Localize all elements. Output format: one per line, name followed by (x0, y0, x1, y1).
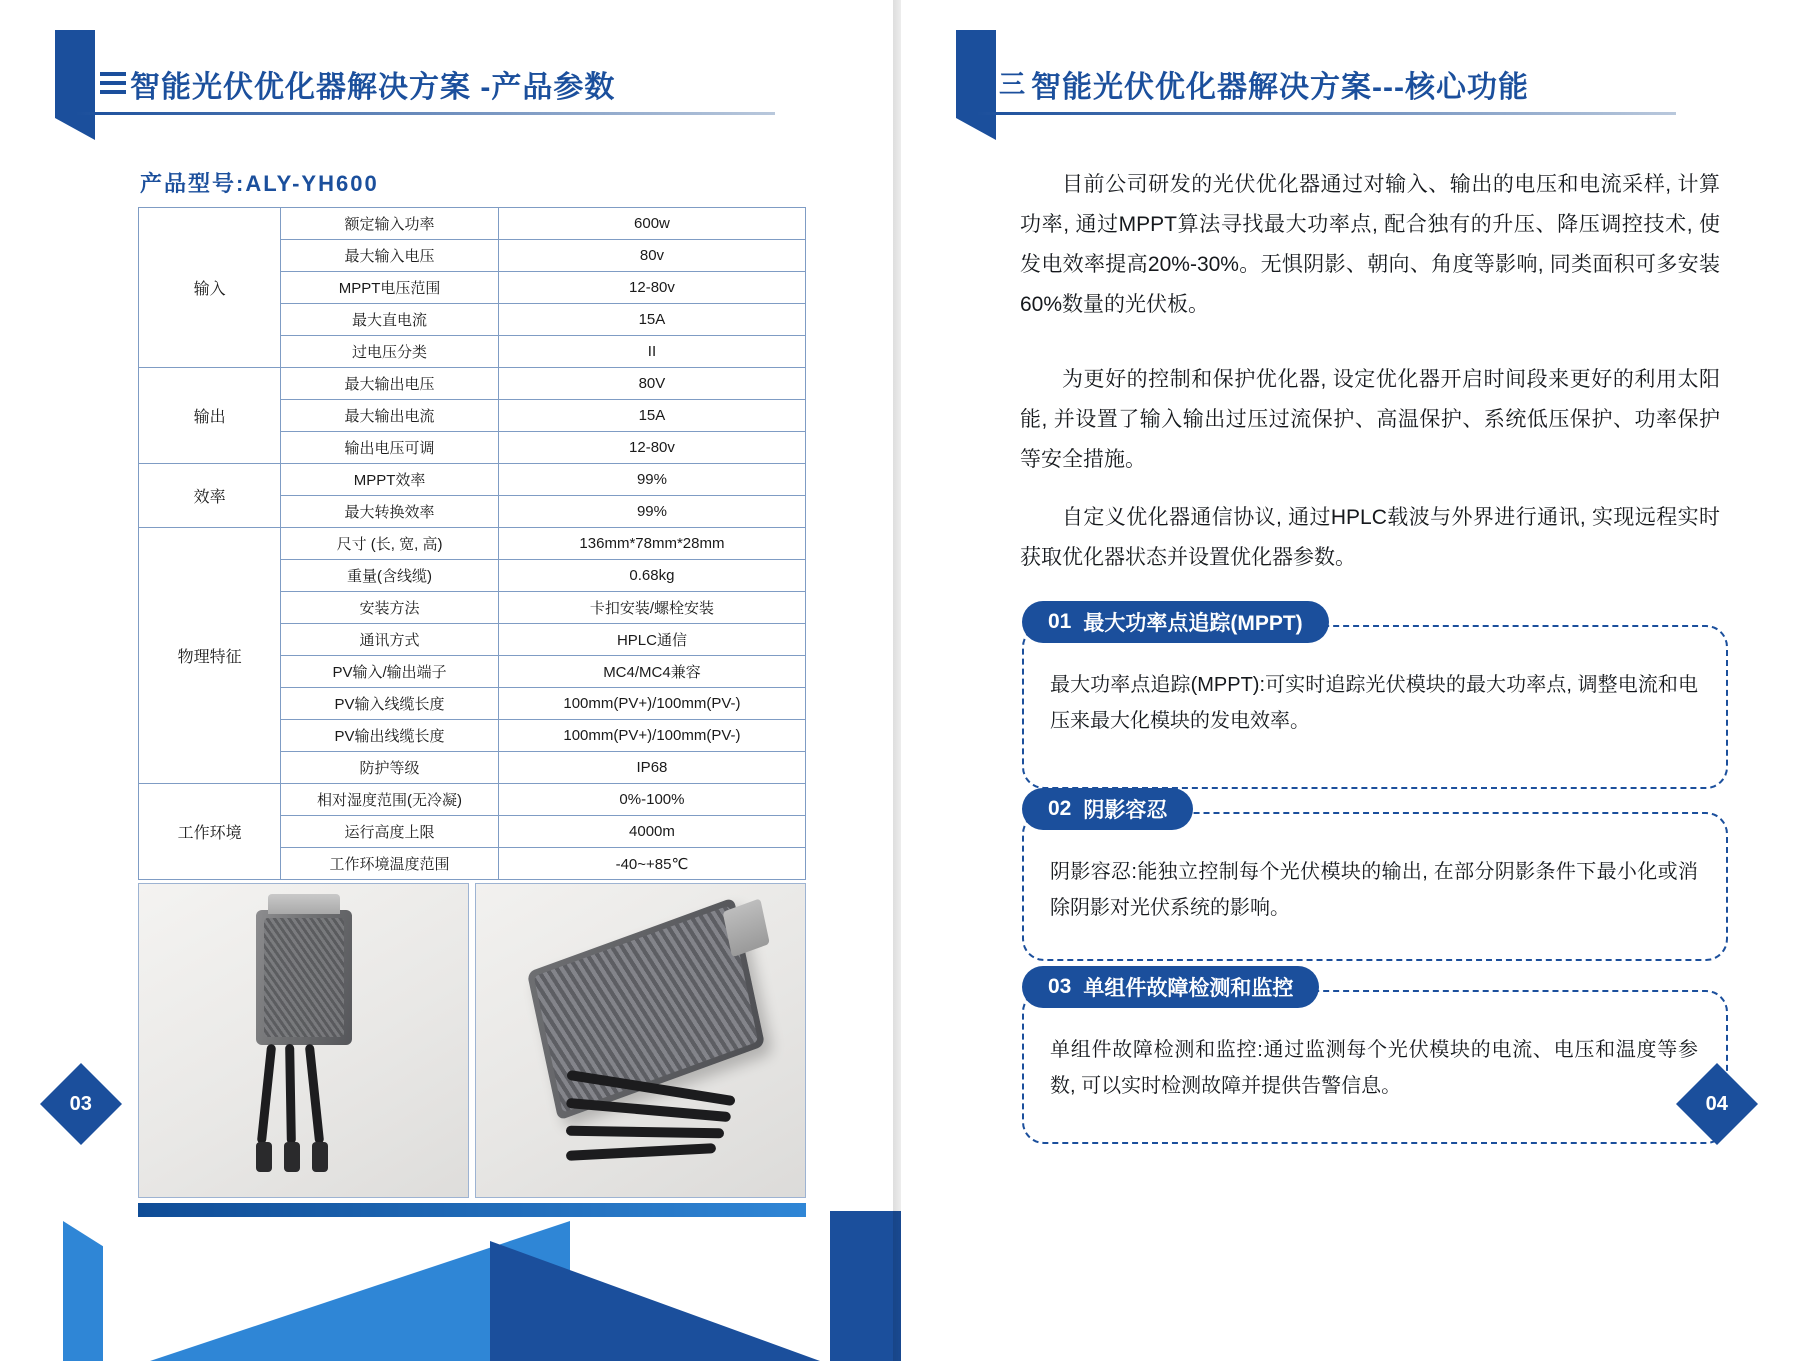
spec-value: 100mm(PV+)/100mm(PV-) (498, 720, 805, 752)
spec-item: 重量(含线缆) (281, 560, 499, 592)
spec-category: 输入 (139, 208, 281, 368)
feature-card-fault-monitoring (1022, 975, 1728, 1144)
spec-value: 100mm(PV+)/100mm(PV-) (498, 688, 805, 720)
spec-value: 80V (498, 368, 805, 400)
table-row (139, 784, 806, 816)
spec-value: 0.68kg (498, 560, 805, 592)
spec-item: 输出电压可调 (281, 432, 499, 464)
footer-accent-bar (138, 1203, 806, 1217)
table-row (139, 208, 806, 240)
spec-table (138, 207, 806, 880)
spec-item: 最大输入电压 (281, 240, 499, 272)
spec-item: 工作环境温度范围 (281, 848, 499, 880)
feature-body: 最大功率点追踪(MPPT):可实时追踪光伏模块的最大功率点, 调整电流和电压来最大化模块的发电效率。 (1050, 674, 1698, 732)
feature-number: 03 (1048, 975, 1072, 998)
product-model-label: 产品型号:ALY-YH600 (140, 171, 379, 196)
spec-item: 额定输入功率 (281, 208, 499, 240)
header-underline (976, 112, 1676, 115)
table-row (139, 528, 806, 560)
page-number-left: 03 (69, 1092, 93, 1115)
spec-value: 15A (498, 304, 805, 336)
spec-item: PV输入/输出端子 (281, 656, 499, 688)
spec-item: MPPT效率 (281, 464, 499, 496)
feature-title: 单组件故障检测和监控 (1083, 977, 1294, 1000)
feature-tag (1022, 601, 1329, 643)
header-tab-shape (956, 30, 996, 140)
header-underline (75, 112, 775, 115)
intro-paragraph-3: 自定义优化器通信协议, 通过HPLC载波与外界进行通讯, 实现远程实时获取优化器状态并设置优化器参数。 (1020, 506, 1720, 569)
device-body-front (256, 910, 352, 1045)
spec-item: 运行高度上限 (281, 816, 499, 848)
intro-paragraph-2: 为更好的控制和保护优化器, 设定优化器开启时间段来更好的利用太阳能, 并设置了输入输出过压过流保护、高温保护、系统低压保护、功率保护等安全措施。 (1020, 368, 1720, 471)
feature-body: 阴影容忍:能独立控制每个光伏模块的输出, 在部分阴影条件下最小化或消除阴影对光伏系统的影响。 (1050, 861, 1698, 919)
optimizer-front-photo (138, 883, 469, 1198)
intro-paragraph-1: 目前公司研发的光伏优化器通过对输入、输出的电压和电流采样, 计算功率, 通过MPPT算法寻找最大功率点, 配合独有的升压、降压调控技术, 使发电效率提高20%-30%。无惧阴影、朝向、角度等影响, 同类面积可多安装60%数量的光伏板。 (1020, 173, 1720, 316)
left-page-header (0, 0, 901, 150)
spec-value: HPLC通信 (498, 624, 805, 656)
feature-tag (1022, 788, 1193, 830)
spec-value: -40~+85℃ (498, 848, 805, 880)
device-cables-front (244, 1044, 364, 1174)
page-title: 智能光伏优化器解决方案 -产品参数 (130, 71, 616, 104)
spec-category: 物理特征 (139, 528, 281, 784)
spec-item: 安装方法 (281, 592, 499, 624)
spec-item: PV输出线缆长度 (281, 720, 499, 752)
feature-body: 单组件故障检测和监控:通过监测每个光伏模块的电流、电压和温度等参数, 可以实时检测故障并提供告警信息。 (1050, 1039, 1698, 1097)
feature-card-mppt (1022, 610, 1728, 789)
feature-title: 阴影容忍 (1083, 799, 1168, 822)
table-row (139, 368, 806, 400)
spec-value: MC4/MC4兼容 (498, 656, 805, 688)
spec-category: 工作环境 (139, 784, 281, 880)
spec-item: 最大直电流 (281, 304, 499, 336)
spec-value: 136mm*78mm*28mm (498, 528, 805, 560)
feature-title: 最大功率点追踪(MPPT) (1083, 612, 1303, 635)
spec-item: MPPT电压范围 (281, 272, 499, 304)
spec-value: 4000m (498, 816, 805, 848)
right-page-header (901, 0, 1802, 150)
feature-tag (1022, 966, 1319, 1008)
spec-value: 0%-100% (498, 784, 805, 816)
section-number: 三 (999, 69, 1026, 99)
spec-value: 99% (498, 464, 805, 496)
spec-item: 通讯方式 (281, 624, 499, 656)
spec-value: 12-80v (498, 272, 805, 304)
product-photo-group (138, 883, 806, 1198)
spec-value: 卡扣安装/螺栓安装 (498, 592, 805, 624)
spec-item: 最大输出电压 (281, 368, 499, 400)
optimizer-angle-photo (475, 883, 806, 1198)
spec-item: 相对湿度范围(无冷凝) (281, 784, 499, 816)
page-number-badge-left (40, 1063, 122, 1145)
spec-value: 80v (498, 240, 805, 272)
spec-category: 输出 (139, 368, 281, 464)
spec-value: II (498, 336, 805, 368)
spec-value: 99% (498, 496, 805, 528)
table-row (139, 464, 806, 496)
header-tab-shape (55, 30, 95, 140)
spec-item: 最大输出电流 (281, 400, 499, 432)
spec-value: 12-80v (498, 432, 805, 464)
spec-value: 15A (498, 400, 805, 432)
feature-card-shade-tolerance (1022, 797, 1728, 961)
spec-value: 600w (498, 208, 805, 240)
feature-number: 02 (1048, 797, 1072, 820)
page-number-right: 04 (1705, 1092, 1729, 1115)
page-title: 智能光伏优化器解决方案---核心功能 (1031, 71, 1529, 104)
feature-number: 01 (1048, 610, 1072, 633)
spec-item: PV输入线缆长度 (281, 688, 499, 720)
spec-item: 尺寸 (长, 宽, 高) (281, 528, 499, 560)
spec-item: 防护等级 (281, 752, 499, 784)
device-cables-angle (566, 1079, 766, 1189)
spec-item: 最大转换效率 (281, 496, 499, 528)
spec-value: IP68 (498, 752, 805, 784)
spec-item: 过电压分类 (281, 336, 499, 368)
spec-category: 效率 (139, 464, 281, 528)
hamburger-icon (100, 72, 126, 94)
